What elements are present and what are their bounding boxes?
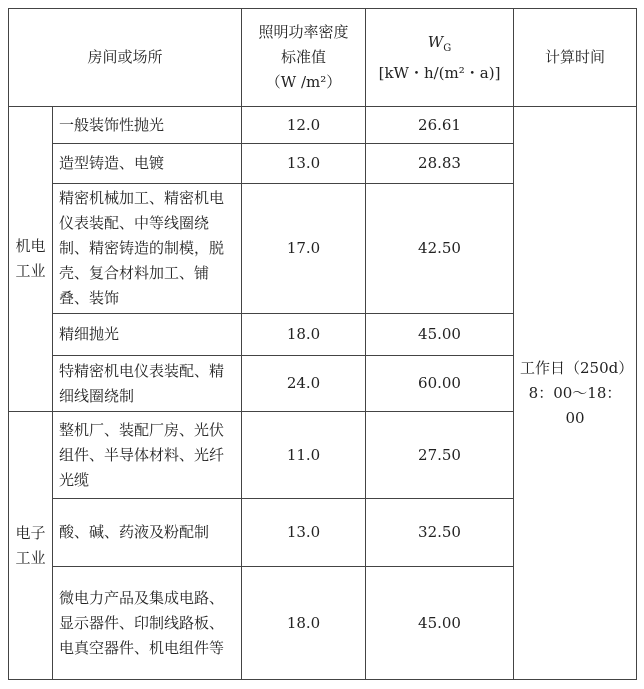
header-wg-symbol [372, 30, 507, 61]
wg-cell: 27.50 [366, 412, 514, 499]
header-lpd-line2: 标准值 [281, 48, 327, 66]
header-lpd [242, 9, 366, 107]
header-wg-unit: [kW・h/(m²・a)] [378, 63, 501, 82]
lpd-cell: 13.0 [242, 144, 366, 184]
lpd-cell: 18.0 [242, 314, 366, 356]
lpd-cell: 11.0 [242, 412, 366, 499]
lighting-power-density-table [8, 8, 637, 680]
table-row [9, 107, 637, 144]
header-lpd-unit: （W /m²） [265, 73, 342, 91]
header-time: 计算时间 [514, 9, 637, 107]
room-cell: 微电力产品及集成电路、显示器件、印制线路板、电真空器件、机电组件等 [53, 567, 242, 680]
wg-cell: 42.50 [366, 184, 514, 314]
wg-cell: 45.00 [366, 314, 514, 356]
lpd-cell: 17.0 [242, 184, 366, 314]
wg-cell: 32.50 [366, 499, 514, 567]
category-line2: 工业 [15, 262, 46, 280]
room-cell: 造型铸造、电镀 [53, 144, 242, 184]
header-row [9, 9, 637, 107]
header-lpd-line1: 照明功率密度 [258, 23, 349, 41]
calc-time-line1: 工作日（250d） [520, 358, 634, 377]
header-wg [366, 9, 514, 107]
wg-cell: 60.00 [366, 356, 514, 412]
category-cell [9, 107, 53, 412]
lpd-cell: 12.0 [242, 107, 366, 144]
wg-subscript: G [443, 42, 452, 54]
room-cell: 酸、碱、药液及粉配制 [53, 499, 242, 567]
room-cell: 整机厂、装配厂房、光伏组件、半导体材料、光纤光缆 [53, 412, 242, 499]
room-cell: 一般装饰性抛光 [53, 107, 242, 144]
lpd-cell: 13.0 [242, 499, 366, 567]
lpd-cell: 24.0 [242, 356, 366, 412]
wg-cell: 28.83 [366, 144, 514, 184]
category-line2: 工业 [15, 548, 46, 567]
room-cell: 精密机械加工、精密机电仪表装配、中等线圈绕制、精密铸造的制模，脱壳、复合材料加工、铺叠、装饰 [53, 184, 242, 314]
room-cell: 特精密机电仪表装配、精细线圈绕制 [53, 356, 242, 412]
category-line1: 机电 [15, 237, 46, 255]
category-line1: 电子 [15, 523, 46, 542]
lpd-cell: 18.0 [242, 567, 366, 680]
wg-cell: 45.00 [366, 567, 514, 680]
calc-time-cell [514, 107, 637, 680]
calc-time-line2: 8：00～18：00 [528, 383, 622, 427]
room-cell: 精细抛光 [53, 314, 242, 356]
header-room: 房间或场所 [9, 9, 242, 107]
wg-symbol: W [427, 32, 444, 51]
category-cell [9, 412, 53, 680]
wg-cell: 26.61 [366, 107, 514, 144]
